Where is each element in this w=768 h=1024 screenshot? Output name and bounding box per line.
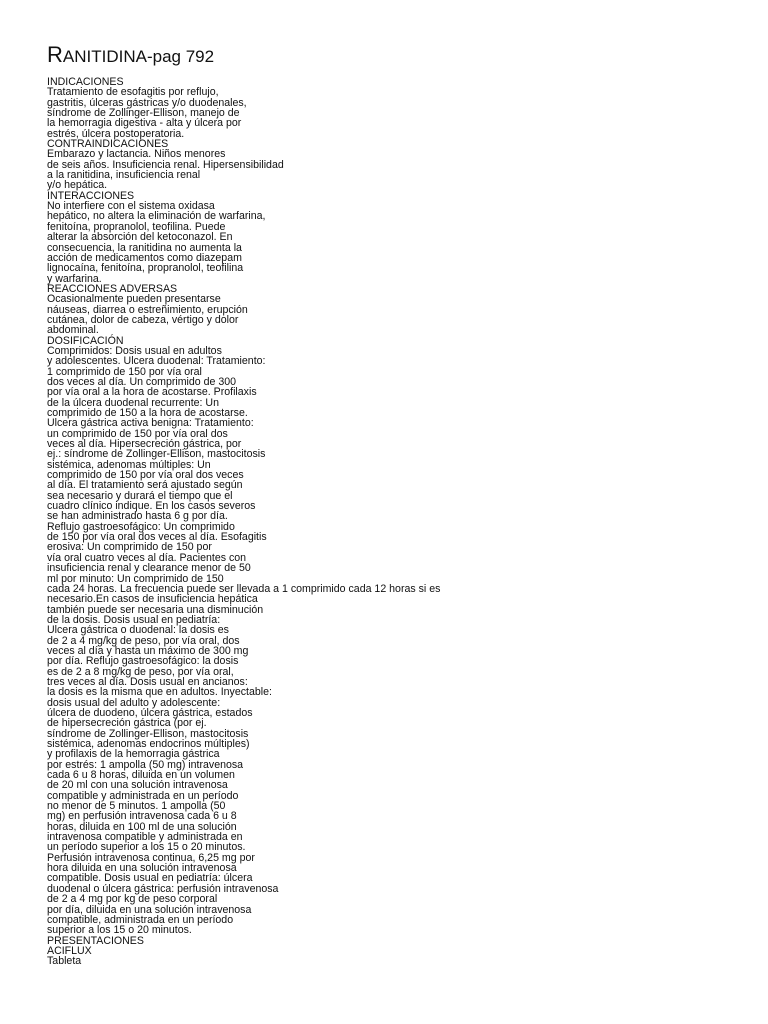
- text-line: 1 comprimido de 150 por vía oral: [47, 365, 202, 378]
- text-line: cutánea, dolor de cabeza, vértigo y dolor: [47, 313, 239, 326]
- text-line: insuficiencia renal y clearance menor de 50: [47, 562, 251, 575]
- text-line: CONTRAINDICACIONES: [47, 138, 169, 151]
- text-line: ACIFLUX: [47, 944, 92, 957]
- text-line: la dosis es la misma que en adultos. Inyectable:: [47, 686, 272, 699]
- text-line: horas, diluida en 100 ml de una solución: [47, 820, 237, 833]
- text-line: sea necesario y durará el tiempo que el: [47, 489, 233, 502]
- text-line: síndrome de Zollinger-Ellison, manejo de: [47, 107, 240, 120]
- text-line: acción de medicamentos como diazepam: [47, 251, 242, 264]
- text-line: veces al día. Hipersecreción gástrica, por: [47, 438, 242, 451]
- text-line: mg) en perfusión intravenosa cada 6 u 8: [47, 810, 237, 823]
- text-line: duodenal o úlcera gástrica: perfusión intravenosa: [47, 882, 279, 895]
- text-line: hora diluida en una solución intravenosa: [47, 862, 237, 875]
- text-line: No interfiere con el sistema oxidasa: [47, 200, 215, 213]
- text-line: DOSIFICACIÓN: [47, 334, 124, 347]
- text-line: cuadro clínico indique. En los casos severos: [47, 500, 256, 513]
- text-line: compatible y administrada en un período: [47, 789, 239, 802]
- text-line: ml por minuto: Un comprimido de 150: [47, 572, 224, 585]
- text-line: gastritis, úlceras gástricas y/o duodenales,: [47, 96, 247, 109]
- text-line: Ocasionalmente pueden presentarse: [47, 293, 221, 306]
- text-line: erosiva: Un comprimido de 150 por: [47, 541, 212, 554]
- text-line: estrés, úlcera postoperatoria.: [47, 127, 185, 140]
- text-line: INTERACCIONES: [47, 189, 135, 202]
- text-line: consecuencia, la ranitidina no aumenta la: [47, 241, 242, 254]
- text-line: compatible. Dosis usual en pediatría: úlcera: [47, 872, 253, 885]
- text-line: alterar la absorción del ketoconazol. En: [47, 231, 233, 244]
- text-line: un comprimido de 150 por vía oral dos: [47, 427, 228, 440]
- text-line: por vía oral a la hora de acostarse. Profilaxis: [47, 386, 257, 399]
- text-line: INDICACIONES: [47, 76, 124, 88]
- text-line: dos veces al día. Un comprimido de 300: [47, 375, 237, 388]
- text-line: de 2 a 4 mg por kg de peso corporal: [47, 893, 218, 906]
- text-line: de seis años. Insuficiencia renal. Hipersensibilidad: [47, 158, 284, 171]
- text-line: de la úlcera duodenal recurrente: Un: [47, 396, 219, 409]
- text-line: Tableta: [47, 955, 82, 968]
- text-line: también puede ser necesaria una disminución: [47, 603, 264, 616]
- document-page: [47, 44, 747, 967]
- text-line: no menor de 5 minutos. 1 ampolla (50: [47, 800, 226, 813]
- text-line: de 20 ml con una solución intravenosa: [47, 779, 228, 792]
- text-line: Ulcera gástrica o duodenal: la dosis es: [47, 624, 229, 637]
- text-line: de 2 a 4 mg/kg de peso, por vía oral, dos: [47, 634, 240, 647]
- text-line: Tratamiento de esofagitis por reflujo,: [47, 86, 219, 99]
- text-line: Ulcera gástrica activa benigna: Tratamiento:: [47, 417, 254, 430]
- document-title: [47, 44, 747, 68]
- text-line: intravenosa compatible y administrada en: [47, 831, 243, 844]
- document-body: [47, 77, 747, 967]
- text-line: al día. El tratamiento será ajustado según: [47, 479, 243, 492]
- text-line: Reflujo gastroesofágico: Un comprimido: [47, 520, 235, 533]
- text-line: comprimido de 150 por vía oral dos veces: [47, 469, 244, 482]
- text-line: síndrome de Zollinger-Ellison, mastocitosis: [47, 727, 249, 740]
- text-line: Comprimidos: Dosis usual en adultos: [47, 344, 222, 357]
- text-line: comprimido de 150 a la hora de acostarse.: [47, 407, 248, 419]
- text-line: tres veces al día. Dosis usual en ancianos:: [47, 675, 248, 688]
- text-line: y adolescentes. Ulcera duodenal: Tratamiento:: [47, 355, 266, 368]
- text-line: Embarazo y lactancia. Niños menores: [47, 148, 226, 161]
- text-line: vía oral cuatro veces al día. Pacientes con: [47, 551, 247, 564]
- text-line: dosis usual del adulto y adolescente:: [47, 696, 221, 709]
- text-line: por día. Reflujo gastroesofágico: la dosis: [47, 655, 239, 668]
- text-line: por día, diluida en una solución intravenosa: [47, 903, 252, 916]
- text-line: lignocaína, fenitoína, propranolol, teofilina: [47, 262, 244, 275]
- text-line: compatible, administrada en un período: [47, 913, 234, 926]
- text-line: superior a los 15 o 20 minutos.: [47, 924, 192, 937]
- text-line: veces al día y hasta un máximo de 300 mg: [47, 644, 249, 657]
- text-line: cada 6 u 8 horas, diluida en un volumen: [47, 769, 235, 782]
- text-line: PRESENTACIONES: [47, 934, 144, 947]
- title-rest: ANITIDINA-pag 792: [62, 47, 215, 66]
- text-line: sistémica, adenomas endocrinos múltiples): [47, 738, 250, 750]
- text-line: y warfarina.: [47, 272, 102, 285]
- text-line: es de 2 a 8 mg/kg de peso, por vía oral,: [47, 665, 234, 678]
- text-line: un período superior a los 15 o 20 minutos.: [47, 841, 246, 854]
- text-line: REACCIONES ADVERSAS: [47, 282, 178, 295]
- title-initial: R: [47, 42, 63, 67]
- text-line: la hemorragia digestiva - alta y úlcera por: [47, 117, 242, 130]
- text-line: fenitoína, propranolol, teofilina. Puede: [47, 220, 226, 233]
- text-line: a la ranitidina, insuficiencia renal: [47, 169, 201, 182]
- text-line: necesario.En casos de insuficiencia hepática: [47, 593, 258, 606]
- text-line: de 150 por vía oral dos veces al día. Esofagitis: [47, 531, 267, 544]
- text-line: y/o hepática.: [47, 179, 108, 192]
- text-line: hepático, no altera la eliminación de warfarina,: [47, 210, 266, 223]
- text-line: abdominal.: [47, 324, 99, 337]
- text-line: se han administrado hasta 6 g por día.: [47, 510, 228, 523]
- text-line: sistémica, adenomas múltiples: Un: [47, 458, 211, 471]
- text-line: de hipersecreción gástrica (por ej.: [47, 717, 207, 730]
- text-line: cada 24 horas. La frecuencia puede ser llevada a 1 comprimido cada 12 horas si es: [47, 582, 441, 595]
- text-line: úlcera de duodeno, úlcera gástrica, estados: [47, 706, 253, 719]
- text-line: y profilaxis de la hemorragia gástrica: [47, 748, 220, 761]
- text-line: de la dosis. Dosis usual en pediatría:: [47, 613, 221, 626]
- text-line: náuseas, diarrea o estreñimiento, erupción: [47, 303, 248, 316]
- text-line: ej.: síndrome de Zollinger-Ellison, mastocitosis: [47, 448, 266, 461]
- text-line: Perfusión intravenosa continua, 6,25 mg por: [47, 851, 255, 864]
- text-line: por estrés: 1 ampolla (50 mg) intravenosa: [47, 758, 244, 771]
